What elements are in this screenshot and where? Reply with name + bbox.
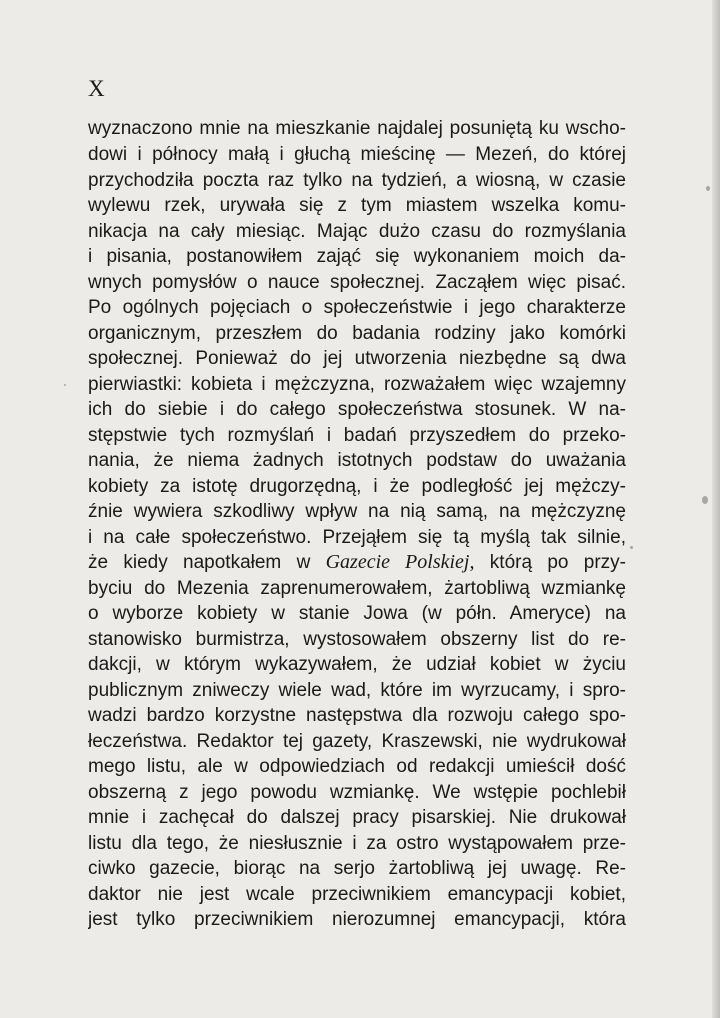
text-line-27: obszerną z jego powodu wzmiankę. We wstępie pochlebił — [88, 781, 626, 803]
text-line-12: ich do siebie i do całego społeczeństwa stosunek. W na- — [88, 399, 626, 420]
text-line-28: mnie i zachęcał do dalszej pracy pisarskiej. Nie drukował — [88, 807, 626, 828]
text-line-6: i pisania, postanowiłem zająć się wykonaniem moich da- — [88, 246, 626, 267]
text-line-3: przychodziła poczta raz tylko na tydzień, a wiosną, w czasie — [88, 169, 626, 191]
text-line-32: jest tylko przeciwnikiem nierozumnej emancypacji, która — [88, 909, 626, 930]
print-speck — [64, 384, 66, 386]
text-line-19: byciu do Mezenia zaprenumerowałem, żartobliwą wzmiankę — [88, 577, 626, 599]
text-line-16: źnie wywiera szkodliwy wpływ na nią samą, na mężczyznę — [88, 501, 626, 522]
page-edge — [712, 0, 720, 1018]
text-line-29: listu dla tego, że niesłusznie i za ostro wystąpowałem prze- — [88, 832, 626, 854]
body-text — [88, 116, 626, 933]
text-line-8: Po ogólnych pojęciach o społeczeństwie i jego charakterze — [88, 297, 626, 318]
text-line-20: o wyborze kobiety w stanie Jowa (w półn. Ameryce) na — [88, 603, 626, 624]
text-line-15: kobiety za istotę drugorzędną, i że podległość jej mężczy- — [88, 475, 626, 497]
text-line-7: wnych pomysłów o nauce społecznej. Zacząłem więc pisać. — [88, 271, 626, 293]
text-line-17: i na całe społeczeństwo. Przejąłem się tą myślą tak silnie, — [88, 526, 626, 548]
print-speck — [706, 186, 710, 191]
newspaper-title: Gazecie Polskiej, — [325, 551, 475, 573]
text-line-21: stanowisko burmistrza, wystosowałem obszerny list do re- — [88, 628, 626, 650]
page-number: X — [88, 76, 106, 101]
text-line-9: organicznym, przeszłem do badania rodziny jako komórki — [88, 322, 626, 344]
print-speck — [630, 546, 633, 549]
print-speck — [702, 496, 708, 504]
text-line-25: łeczeństwa. Redaktor tej gazety, Kraszewski, nie wydrukował — [88, 730, 626, 752]
text-line-13: stępstwie tych rozmyślań i badań przyszedłem do przeko- — [88, 424, 626, 446]
text-line-30: ciwko gazecie, biorąc na serjo żartobliwą jej uwagę. Re- — [88, 858, 626, 879]
text-line-31: daktor nie jest wcale przeciwnikiem emancypacji kobiet, — [88, 883, 626, 905]
line-18-start: że kiedy napotkałem w — [88, 552, 311, 573]
text-line-23: publicznym zniweczy wiele wad, które im wyrzucamy, i spro- — [88, 679, 626, 701]
text-line-10: społecznej. Ponieważ do jej utworzenia niezbędne są dwa — [88, 348, 626, 369]
text-line-5: nikacja na cały miesiąc. Mając dużo czasu do rozmyślania — [88, 220, 626, 242]
text-line-11: pierwiastki: kobieta i mężczyzna, rozważałem więc wzajemny — [88, 373, 626, 395]
text-line-1: wyznaczono mnie na mieszkanie najdalej posuniętą ku wscho- — [88, 118, 626, 139]
text-line-24: wadzi bardzo korzystne następstwa dla rozwoju całego spo- — [88, 705, 626, 726]
text-line-22: dakcji, w którym wykazywałem, że udział kobiet w życiu — [88, 654, 626, 675]
line-18-end: którą po przy- — [489, 552, 626, 573]
text-line-2: dowi i północy małą i głuchą mieścinę — Mezeń, do której — [88, 144, 626, 165]
text-line-18 — [88, 550, 626, 576]
text-line-4: wylewu rzek, urywała się z tym miastem wszelka komu- — [88, 195, 626, 216]
text-line-26: mego listu, ale w odpowiedziach od redakcji umieścił dość — [88, 756, 626, 777]
text-line-14: nania, że niema żadnych istotnych podstaw do uważania — [88, 450, 626, 471]
